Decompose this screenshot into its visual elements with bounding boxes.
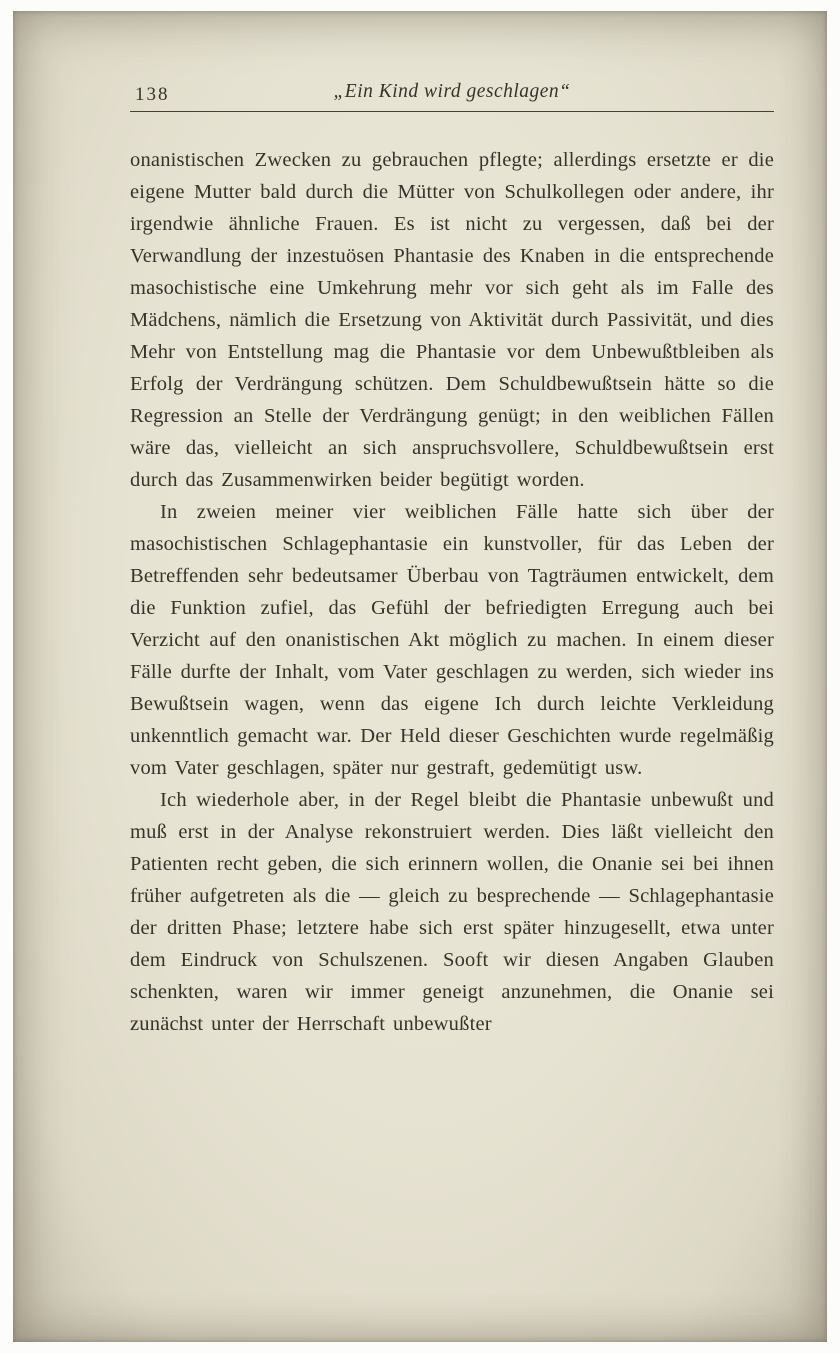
body-text: [130, 144, 774, 1040]
body-paragraph: onanistischen Zwecken zu gebrauchen pflegte; allerdings ersetzte er die eigene Mutter bald durch die Mütter von Schulkollegen oder andere, ihr irgendwie ähnliche Frauen. Es ist nicht zu vergessen, daß bei der Verwandlung der inzestuösen Phantasie des Knaben in die entsprechende masochistische eine Umkehrung mehr vor sich geht als im Falle des Mädchens, nämlich die Ersetzung von Aktivität durch Passivität, und dies Mehr von Entstellung mag die Phantasie vor dem Unbewußtbleiben als Erfolg der Verdrängung schützen. Dem Schuldbewußtsein hätte so die Regression an Stelle der Verdrängung genügt; in den weiblichen Fällen wäre das, vielleicht an sich anspruchsvollere, Schuldbewußtsein erst durch das Zusammenwirken beider begütigt worden.: [130, 149, 774, 491]
running-header-title: „Ein Kind wird geschlagen“: [333, 81, 571, 102]
header-rule: [130, 111, 774, 112]
running-header: [130, 75, 774, 111]
page-number: 138: [135, 84, 170, 105]
text-column: [130, 75, 774, 1040]
body-paragraph: Ich wiederhole aber, in der Regel bleibt die Phantasie unbewußt und muß erst in der Analyse rekonstruiert werden. Dies läßt vielleicht den Patienten recht geben, die sich erinnern wollen, die Onanie sei bei ihnen früher aufgetreten als die — gleich zu besprechende — Schlagephantasie der dritten Phase; letztere habe sich erst später hinzugesellt, etwa unter dem Eindruck von Schulszenen. Sooft wir diesen Angaben Glauben schenkten, waren wir immer geneigt anzunehmen, die Onanie sei zunächst unter der Herrschaft unbewußter: [130, 789, 774, 1035]
body-paragraph: In zweien meiner vier weiblichen Fälle hatte sich über der masochistischen Schlagephantasie ein kunstvoller, für das Leben der Betreffenden sehr bedeutsamer Überbau von Tagträumen entwickelt, dem die Funktion zufiel, das Gefühl der befriedigten Erregung auch bei Verzicht auf den onanistischen Akt möglich zu machen. In einem dieser Fälle durfte der Inhalt, vom Vater geschlagen zu werden, sich wieder ins Bewußtsein wagen, wenn das eigene Ich durch leichte Verkleidung unkenntlich gemacht war. Der Held dieser Geschichten wurde regelmäßig vom Vater geschlagen, später nur gestraft, gedemütigt usw.: [130, 501, 774, 779]
scanned-book-page: [13, 11, 827, 1342]
